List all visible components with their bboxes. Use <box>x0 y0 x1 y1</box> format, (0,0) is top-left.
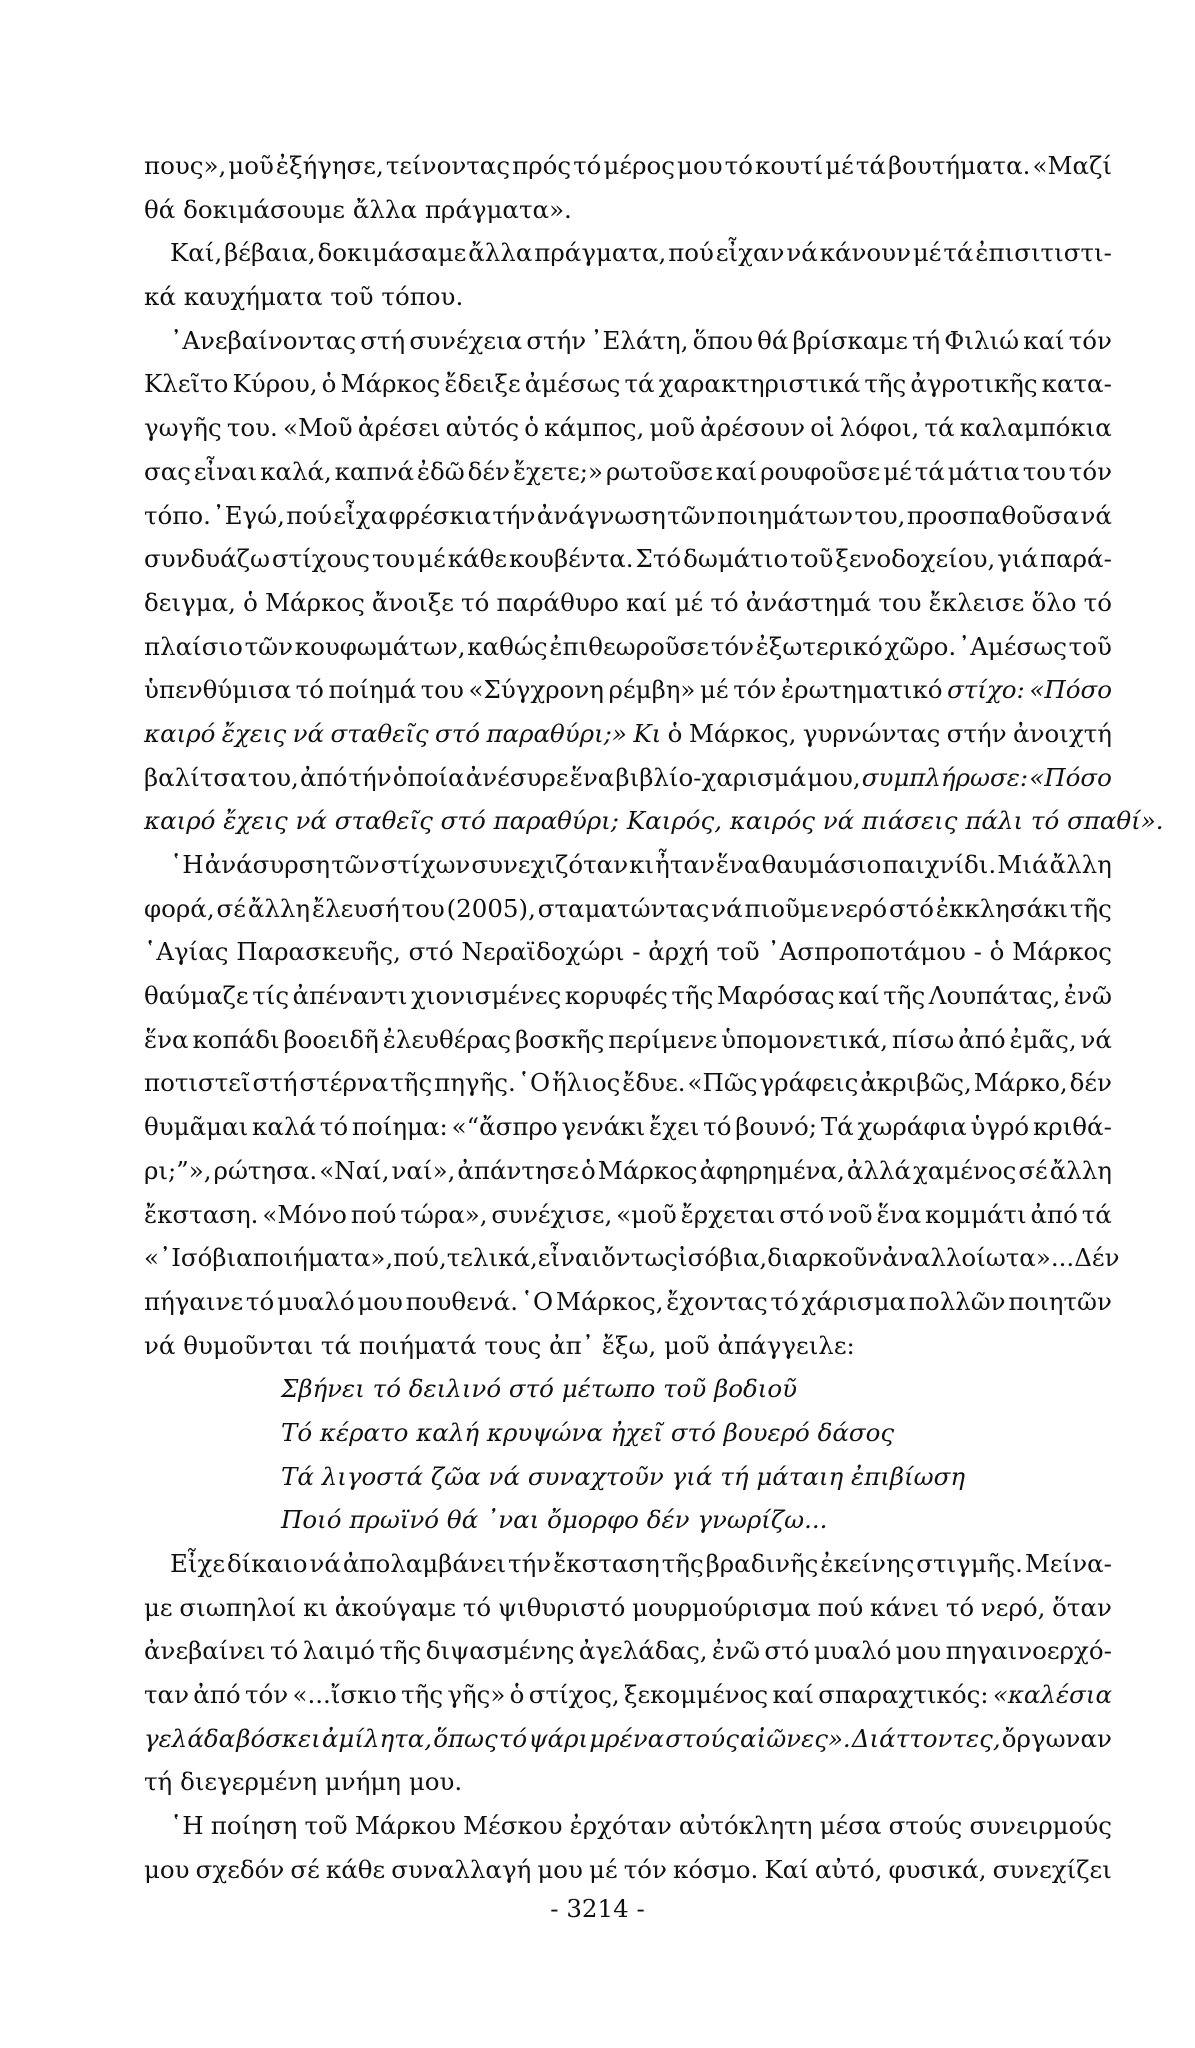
text-line: ποτιστεῖ στή στέρνα τῆς πηγῆς. ῾Ο ἥλιος ἔδυε. «Πῶς γράφεις ἀκριβῶς, Μάρκο, δέν <box>144 1068 1112 1098</box>
text-line: βαλίτσα του, ἀπό τήν ὁποία ἀνέσυρε ἕνα βιβλίο-χαρισμά μου, συμπλήρωσε: «Πόσο <box>144 762 1112 792</box>
text-line: κά καυχήματα τοῦ τόπου. <box>144 282 464 312</box>
text-line: πους», μοῦ ἐξήγησε, τείνοντας πρός τό μέρος μου τό κουτί μέ τά βουτήματα. «Μαζί <box>144 151 1112 180</box>
text-line: ταν ἀπό τόν «...ἴσκιο τῆς γῆς» ὁ στίχος, ξεκομμένος καί σπαραχτικός: «καλέσια <box>144 1680 1112 1710</box>
text-line: ῾Η ἀνάσυρση τῶν στίχων συνεχιζόταν κι ἦταν ἕνα θαυμάσιο παιχνίδι. Μιά ἄλλη <box>170 850 1112 879</box>
text-line: ἕνα κοπάδι βοοειδῆ ἐλευθέρας βοσκῆς περίμενε ὑπομονετικά, πίσω ἀπό ἐμᾶς, νά <box>144 1024 1112 1054</box>
text-line: ῾Η ποίηση τοῦ Μάρκου Μέσκου ἐρχόταν αὐτόκλητη μέσα στούς συνειρμούς <box>170 1811 1112 1841</box>
text-line: ἔκσταση. «Μόνο πού τώρα», συνέχισε, «μοῦ ἔρχεται στό νοῦ ἕνα κομμάτι ἀπό τά <box>144 1199 1112 1229</box>
page-number: - 3214 - <box>550 1894 645 1923</box>
text-line: καιρό ἔχεις νά σταθεῖς στό παραθύρι; Καιρός, καιρός νά πιάσεις πάλι τό σπαθί». <box>144 806 1164 836</box>
text-line: σας εἶναι καλά, καπνά ἐδῶ δέν ἔχετε;» ρωτοῦσε καί ρουφοῦσε μέ τά μάτια του τόν <box>144 456 1112 486</box>
text-line: γελάδα βόσκει ἀμίλητα, ὅπως τό ψάρι μρένα στούς αἰῶνες». Διάττοντες, ὄργωναν <box>144 1723 1112 1753</box>
text-line: καιρό ἔχεις νά σταθεῖς στό παραθύρι;» Κι ὁ Μάρκος, γυρνώντας στήν ἀνοιχτή <box>144 718 1112 748</box>
text-line: ῾Αγίας Παρασκευῆς, στό Νεραϊδοχώρι - ἀρχή τοῦ ᾿Ασπροποτάμου - ὁ Μάρκος <box>144 937 1112 967</box>
text-line: θαύμαζε τίς ἀπέναντι χιονισμένες κορυφές τῆς Μαρόσας καί τῆς Λουπάτας, ἐνῶ <box>144 981 1112 1011</box>
verse-line: Ποιό πρωϊνό θά ᾿ναι ὄμορφο δέν γνωρίζω... <box>281 1505 828 1535</box>
text-line: ᾿Ανεβαίνοντας στή συνέχεια στήν ᾿Ελάτη, ὅπου θά βρίσκαμε τή Φιλιώ καί τόν <box>170 325 1112 355</box>
verse-line: Τό κέρατο καλή κρυψώνα ἠχεῖ στό βουερό δάσος <box>281 1417 895 1447</box>
body-text <box>144 144 1164 1892</box>
text-line: τή διεγερμένη μνήμη μου. <box>144 1767 463 1797</box>
text-line: θά δοκιμάσουμε ἄλλα πράγματα». <box>144 194 572 224</box>
text-line: Κλεῖτο Κύρου, ὁ Μάρκος ἔδειξε ἀμέσως τά χαρακτηριστικά τῆς ἀγροτικῆς κατα- <box>144 369 1112 399</box>
text-line: νά θυμοῦνται τά ποιήματά τους ἀπ᾿ ἔξω, μοῦ ἀπάγγειλε: <box>144 1330 855 1360</box>
text-line: δειγμα, ὁ Μάρκος ἄνοιξε τό παράθυρο καί μέ τό ἀνάστημά του ἔκλεισε ὅλο τό <box>144 587 1112 617</box>
text-line: ὑπενθύμισα τό ποίημά του «Σύγχρονη ρέμβη» μέ τόν ἐρωτηματικό στίχο: «Πόσο <box>144 675 1112 705</box>
text-line: ἀνεβαίνει τό λαιμό τῆς διψασμένης ἀγελάδας, ἐνῶ στό μυαλό μου πηγαινοερχό- <box>144 1636 1112 1666</box>
text-line: θυμᾶμαι καλά τό ποίημα: «“ἄσπρο γενάκι ἔχει τό βουνό; Τά χωράφια ὑγρό κριθά- <box>144 1112 1112 1142</box>
text-line: Εἶχε δίκαιο νά ἀπολαμβάνει τήν ἔκσταση τῆς βραδινῆς ἐκείνης στιγμῆς. Μείνα- <box>170 1549 1112 1578</box>
text-line: ρι;”», ρώτησα. «Ναί, ναί», ἀπάντησε ὁ Μάρκος ἀφηρημένα, ἀλλά χαμένος σέ ἄλλη <box>144 1155 1112 1185</box>
text-line: γωγῆς του. «Μοῦ ἀρέσει αὐτός ὁ κάμπος, μοῦ ἀρέσουν οἱ λόφοι, τά καλαμπόκια <box>144 413 1112 443</box>
text-line: συνδυάζω στίχους του μέ κάθε κουβέντα. Στό δωμάτιο τοῦ ξενοδοχείου, γιά παρά- <box>144 544 1112 574</box>
text-line: πήγαινε τό μυαλό μου πουθενά. ῾Ο Μάρκος, ἔχοντας τό χάρισμα πολλῶν ποιητῶν <box>144 1286 1112 1316</box>
verse-line: Σβήνει τό δειλινό στό μέτωπο τοῦ βοδιοῦ <box>281 1374 798 1404</box>
text-line: πλαίσιο τῶν κουφωμάτων, καθώς ἐπιθεωροῦσε τόν ἐξωτερικό χῶρο. ᾿Αμέσως τοῦ <box>144 631 1112 661</box>
text-line: μου σχεδόν σέ κάθε συναλλαγή μου μέ τόν κόσμο. Καί αὐτό, φυσικά, συνεχίζει <box>144 1854 1112 1884</box>
text-line: Καί, βέβαια, δοκιμάσαμε ἄλλα πράγματα, πού εἶχαν νά κάνουν μέ τά ἐπισιτιστι- <box>170 238 1112 268</box>
text-line: τόπο. ᾿Εγώ, πού εἶχα φρέσκια τήν ἀνάγνωση τῶν ποιημάτων του, προσπαθοῦσα νά <box>144 500 1112 530</box>
text-line: με σιωπηλοί κι ἀκούγαμε τό ψιθυριστό μουρμούρισμα πού κάνει τό νερό, ὅταν <box>144 1592 1112 1622</box>
text-line: «᾿Ισόβια ποιήματα», πού, τελικά, εἶναι ὄντως ἰσόβια, διαρκοῦν ἀναλλοίωτα»... Δέν <box>144 1243 1120 1273</box>
verse-line: Τά λιγοστά ζῶα νά συναχτοῦν γιά τή μάταιη ἐπιβίωση <box>281 1461 966 1491</box>
text-line: φορά, σέ ἄλλη ἔλευσή του (2005), σταματώντας νά πιοῦμε νερό στό ἐκκλησάκι τῆς <box>144 893 1112 923</box>
